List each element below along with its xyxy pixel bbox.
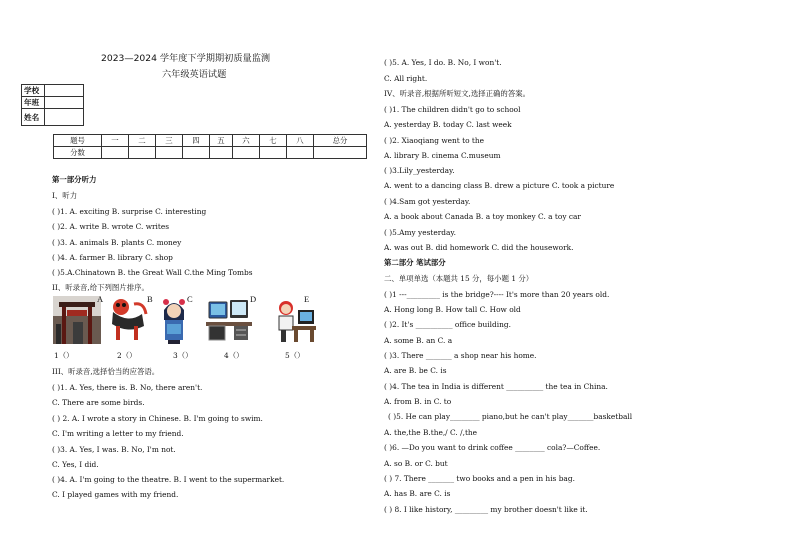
info-label-class: 年班: [22, 97, 45, 109]
question-line: ( ) 2. A. I wrote a story in Chinese. B. I'm going to swim.: [52, 414, 263, 423]
exam-subtitle: 六年级英语试题: [162, 69, 227, 80]
question-line: A. library B. cinema C.museum: [384, 151, 501, 160]
score-header-cell: 八: [287, 135, 314, 147]
picture-e-person-at-computer: [276, 296, 316, 344]
question-line: ( )6. —Do you want to drink coffee ________ cola?—Coffee.: [384, 443, 601, 452]
score-cell[interactable]: [287, 147, 314, 159]
question-line: ( ) 7. There _______ two books and a pen in his bag.: [384, 474, 575, 483]
score-header-cell: 五: [210, 135, 233, 147]
score-header-cell: 总分: [314, 135, 367, 147]
question-line: ( )5. He can play________ piano,but he can't play_______basketball: [388, 412, 633, 421]
score-header-cell: 二: [129, 135, 156, 147]
picture-number-2: 2（）: [117, 351, 137, 360]
picture-b-label: B: [147, 294, 153, 304]
picture-number-4: 4（）: [224, 351, 244, 360]
score-cell[interactable]: [102, 147, 129, 159]
question-line: C. There are some birds.: [52, 398, 145, 407]
part1-heading: 第一部分听力: [52, 175, 97, 184]
question-line: ( )1. The children didn't go to school: [384, 105, 521, 114]
picture-d-label: D: [250, 294, 257, 304]
question-line: ( )5. A. Yes, I do. B. No, I won't.: [384, 58, 502, 67]
question-line: ( )4.Sam got yesterday.: [384, 197, 471, 206]
picture-b-lion-dance: [108, 296, 148, 344]
question-line: ( )2. It's __________ office building.: [384, 320, 511, 329]
question-line: C. All right.: [384, 74, 428, 83]
score-cell[interactable]: [183, 147, 210, 159]
question-line: ( )2. Xiaoqiang went to the: [384, 136, 484, 145]
picture-number-3: 3（）: [173, 351, 193, 360]
section4-heading: IV、听录音,根据所听短文,选择正确的答案。: [384, 89, 530, 98]
score-cell[interactable]: [260, 147, 287, 159]
question-line: A. has B. are C. is: [384, 489, 451, 498]
part2-heading: 第二部分 笔试部分: [384, 258, 446, 267]
picture-d-computer-desk: [206, 296, 252, 344]
question-line: A. from B. in C. to: [384, 397, 452, 406]
question-line: ( )3. A. animals B. plants C. money: [52, 238, 182, 247]
section3-heading: III、听录音,选择恰当的应答语。: [52, 367, 160, 376]
info-label-name: 姓名: [22, 109, 45, 126]
question-line: ( )1 ---_________ is the bridge?---- It's more than 20 years old.: [384, 290, 610, 299]
score-header-cell: 六: [233, 135, 260, 147]
question-line: A. was out B. did homework C. did the housework.: [384, 243, 574, 252]
score-header-cell: 题号: [54, 135, 102, 147]
question-line: ( )2. A. write B. wrote C. writes: [52, 222, 170, 231]
picture-c-girl-reading: [160, 296, 188, 344]
picture-number-1: 1（）: [54, 351, 74, 360]
picture-c-label: C: [187, 294, 193, 304]
picture-number-5: 5（）: [285, 351, 305, 360]
score-header-cell: 一: [102, 135, 129, 147]
question-line: C. Yes, I did.: [52, 460, 99, 469]
question-line: ( )4. A. I'm going to the theatre. B. I went to the supermarket.: [52, 475, 285, 484]
score-header-cell: 七: [260, 135, 287, 147]
question-line: C. I played games with my friend.: [52, 490, 179, 499]
score-cell[interactable]: [129, 147, 156, 159]
section1-heading: I、听力: [52, 191, 78, 200]
question-line: A. went to a dancing class B. drew a picture C. took a picture: [384, 181, 615, 190]
picture-e-label: E: [304, 294, 310, 304]
question-line: ( ) 8. I like history, _________ my brother doesn't like it.: [384, 505, 588, 514]
question-line: A. so B. or C. but: [384, 459, 448, 468]
question-line: ( )4. A. farmer B. library C. shop: [52, 253, 173, 262]
score-value-row: [54, 147, 367, 159]
score-header-cell: 三: [156, 135, 183, 147]
question-line: ( )5.A.Chinatown B. the Great Wall C.the Ming Tombs: [52, 268, 253, 277]
question-line: A. a book about Canada B. a toy monkey C. a toy car: [384, 212, 581, 221]
info-label-school: 学校: [22, 85, 45, 97]
question-line: ( )5.Amy yesterday.: [384, 228, 456, 237]
question-line: A. some B. an C. a: [384, 336, 453, 345]
section5-heading: 二、单项单选（本题共 15 分，每小题 1 分）: [384, 274, 534, 283]
score-cell[interactable]: [210, 147, 233, 159]
question-line: C. I'm writing a letter to my friend.: [52, 429, 184, 438]
question-line: ( )1. A. exciting B. surprise C. interesting: [52, 207, 207, 216]
class-field[interactable]: [45, 97, 84, 109]
question-line: ( )1. A. Yes, there is. B. No, there aren't.: [52, 383, 203, 392]
score-cell[interactable]: [156, 147, 183, 159]
question-line: ( )4. The tea in India is different __________ the tea in China.: [384, 382, 608, 391]
question-line: ( )3. A. Yes, I was. B. No, I'm not.: [52, 445, 176, 454]
question-line: A. the,the B.the,/ C. /,the: [384, 428, 478, 437]
question-line: A. Hong long B. How tall C. How old: [384, 305, 521, 314]
score-cell[interactable]: [314, 147, 367, 159]
question-line: A. are B. be C. is: [384, 366, 447, 375]
score-header-row: [54, 135, 367, 147]
question-line: ( )3.Lily_yesterday.: [384, 166, 455, 175]
picture-a-chinatown: [53, 294, 104, 344]
section2-heading: II、听录音,给下列图片排序。: [52, 283, 149, 292]
student-info-table: [21, 84, 84, 126]
score-row-label: 分数: [54, 147, 102, 159]
question-line: ( )3. There _______ a shop near his home.: [384, 351, 537, 360]
name-field[interactable]: [45, 109, 84, 126]
picture-a-label: A: [97, 294, 104, 304]
school-field[interactable]: [45, 85, 84, 97]
exam-title: 2023—2024 学年度下学期期初质量监测: [101, 53, 271, 64]
question-line: A. yesterday B. today C. last week: [384, 120, 512, 129]
score-table: [53, 134, 367, 159]
score-cell[interactable]: [233, 147, 260, 159]
score-header-cell: 四: [183, 135, 210, 147]
